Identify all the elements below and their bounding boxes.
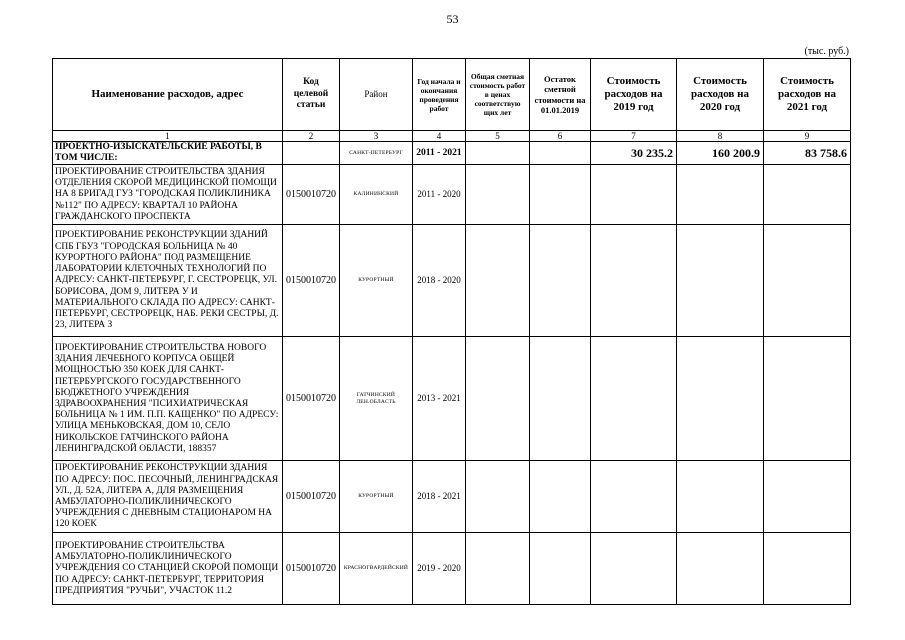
row-total-cost bbox=[466, 225, 530, 337]
row-cost-2020 bbox=[677, 225, 764, 337]
column-number: 8 bbox=[677, 131, 764, 142]
row-period: 2011 - 2020 bbox=[413, 165, 466, 225]
row-cost-2021: 83 758.6 bbox=[764, 142, 851, 165]
row-name: ПРОЕКТИРОВАНИЕ РЕКОНСТРУКЦИИ ЗДАНИЙ СПБ ГБУЗ "ГОРОДСКАЯ БОЛЬНИЦА № 40 КУРОРТНОГО РАЙОНА" ПОД РАЗМЕЩЕНИЕ ЛАБОРАТОРИИ КЛЕТОЧНЫХ ТЕХНОЛОГИЙ ПО АДРЕСУ: САНКТ-ПЕТЕРБУРГ, Г. СЕСТРОРЕЦК, УЛ. БОРИСОВА, ДОМ 9, ЛИТЕРА У И МАТЕРИАЛЬНОГО СКЛАДА ПО АДРЕСУ: САНКТ-ПЕТЕРБУРГ, СЕСТРОРЕЦК, НАБ. РЕКИ СЕСТРЫ, Д. 23, ЛИТЕРА З bbox=[53, 225, 283, 337]
column-number: 9 bbox=[764, 131, 851, 142]
row-code: 0150010720 bbox=[283, 533, 340, 605]
row-name: ПРОЕКТИРОВАНИЕ РЕКОНСТРУКЦИИ ЗДАНИЯ ПО АДРЕСУ: ПОС. ПЕСОЧНЫЙ, ЛЕНИНГРАДСКАЯ УЛ., Д. 52А, ЛИТЕРА А, ДЛЯ РАЗМЕЩЕНИЯ АМБУЛАТОРНО-ПОЛИКЛИНИЧЕСКОГО УЧРЕЖДЕНИЯ С ДНЕВНЫМ СТАЦИОНАРОМ НА 120 КОЕК bbox=[53, 461, 283, 533]
row-name: ПРОЕКТИРОВАНИЕ СТРОИТЕЛЬСТВА АМБУЛАТОРНО-ПОЛИКЛИНИЧЕСКОГО УЧРЕЖДЕНИЯ СО СТАНЦИЕЙ СКОРОЙ ПОМОЩИ ПО АДРЕСУ: САНКТ-ПЕТЕРБУРГ, ТЕРРИТОРИЯ ПРЕДПРИЯТИЯ "РУЧЬИ", УЧАСТОК 11.2 bbox=[53, 533, 283, 605]
row-remaining bbox=[530, 165, 591, 225]
row-region: ГАТЧИНСКИЙ ЛЕН.ОБЛАСТЬ bbox=[340, 337, 413, 461]
row-region: КАЛИНИНСКИЙ bbox=[340, 165, 413, 225]
row-total-cost bbox=[466, 533, 530, 605]
row-code: 0150010720 bbox=[283, 165, 340, 225]
header-name: Наименование расходов, адрес bbox=[53, 59, 283, 131]
row-cost-2020 bbox=[677, 461, 764, 533]
column-number: 2 bbox=[283, 131, 340, 142]
header-cost-2019: Стоимость расходов на 2019 год bbox=[591, 59, 677, 131]
header-period: Год начала и окончания проведения работ bbox=[413, 59, 466, 131]
header-code: Код целевой статьи bbox=[283, 59, 340, 131]
row-name: ПРОЕКТИРОВАНИЕ СТРОИТЕЛЬСТВА НОВОГО ЗДАНИЯ ЛЕЧЕБНОГО КОРПУСА ОБЩЕЙ МОЩНОСТЬЮ 350 КОЕК ДЛЯ САНКТ-ПЕТЕРБУРГСКОГО ГОСУДАРСТВЕННОГО БЮДЖЕТНОГО УЧРЕЖДЕНИЯ ЗДРАВООХРАНЕНИЯ "ПСИХИАТРИЧЕСКАЯ БОЛЬНИЦА № 1 ИМ. П.П. КАЩЕНКО" ПО АДРЕСУ: УЛИЦА МЕНЬКОВСКАЯ, ДОМ 10, СЕЛО НИКОЛЬСКОЕ ГАТЧИНСКОГО РАЙОНА ЛЕНИНГРАДСКОЙ ОБЛАСТИ, 188357 bbox=[53, 337, 283, 461]
header-remaining: Остаток сметной стоимости на 01.01.2019 bbox=[530, 59, 591, 131]
row-cost-2020 bbox=[677, 337, 764, 461]
row-period: 2018 - 2020 bbox=[413, 225, 466, 337]
column-number: 6 bbox=[530, 131, 591, 142]
row-region: КРАСНОГВАРДЕЙСКИЙ bbox=[340, 533, 413, 605]
table-row bbox=[53, 165, 851, 225]
row-code: 0150010720 bbox=[283, 225, 340, 337]
row-cost-2019 bbox=[591, 337, 677, 461]
row-region: САНКТ-ПЕТЕРБУРГ bbox=[340, 142, 413, 165]
row-total-cost bbox=[466, 461, 530, 533]
row-cost-2021 bbox=[764, 165, 851, 225]
header-cost-2021: Стоимость расходов на 2021 год bbox=[764, 59, 851, 131]
column-number: 7 bbox=[591, 131, 677, 142]
row-cost-2020: 160 200.9 bbox=[677, 142, 764, 165]
row-cost-2020 bbox=[677, 165, 764, 225]
row-cost-2021 bbox=[764, 337, 851, 461]
table-row bbox=[53, 225, 851, 337]
row-cost-2021 bbox=[764, 533, 851, 605]
row-code bbox=[283, 142, 340, 165]
row-total-cost bbox=[466, 337, 530, 461]
row-remaining bbox=[530, 225, 591, 337]
column-number: 4 bbox=[413, 131, 466, 142]
row-cost-2019: 30 235.2 bbox=[591, 142, 677, 165]
column-number: 5 bbox=[466, 131, 530, 142]
table-row bbox=[53, 461, 851, 533]
row-period: 2019 - 2020 bbox=[413, 533, 466, 605]
row-remaining bbox=[530, 533, 591, 605]
row-cost-2019 bbox=[591, 165, 677, 225]
row-cost-2019 bbox=[591, 225, 677, 337]
column-number-row bbox=[53, 131, 851, 142]
column-number: 3 bbox=[340, 131, 413, 142]
row-code: 0150010720 bbox=[283, 337, 340, 461]
units-label: (тыс. руб.) bbox=[804, 46, 849, 57]
budget-table bbox=[52, 58, 851, 605]
row-name: ПРОЕКТИРОВАНИЕ СТРОИТЕЛЬСТВА ЗДАНИЯ ОТДЕЛЕНИЯ СКОРОЙ МЕДИЦИНСКОЙ ПОМОЩИ НА 8 БРИГАД ГУЗ "ГОРОДСКАЯ ПОЛИКЛИНИКА №112" ПО АДРЕСУ: КВАРТАЛ 10 РАЙОНА ГРАЖДАНСКОГО ПРОСПЕКТА bbox=[53, 165, 283, 225]
row-region: КУРОРТНЫЙ bbox=[340, 225, 413, 337]
row-period: 2018 - 2021 bbox=[413, 461, 466, 533]
header-row bbox=[53, 59, 851, 131]
header-total-cost: Общая сметная стоимость работ в ценах соответствую щих лет bbox=[466, 59, 530, 131]
table-row bbox=[53, 337, 851, 461]
header-cost-2020: Стоимость расходов на 2020 год bbox=[677, 59, 764, 131]
row-total-cost bbox=[466, 142, 530, 165]
row-cost-2020 bbox=[677, 533, 764, 605]
row-cost-2021 bbox=[764, 225, 851, 337]
row-remaining bbox=[530, 337, 591, 461]
page-number: 53 bbox=[446, 12, 459, 26]
row-period: 2011 - 2021 bbox=[413, 142, 466, 165]
row-remaining bbox=[530, 142, 591, 165]
row-remaining bbox=[530, 461, 591, 533]
row-cost-2019 bbox=[591, 533, 677, 605]
table-row bbox=[53, 533, 851, 605]
row-cost-2019 bbox=[591, 461, 677, 533]
row-cost-2021 bbox=[764, 461, 851, 533]
row-name: ПРОЕКТНО-ИЗЫСКАТЕЛЬСКИЕ РАБОТЫ, В ТОМ ЧИСЛЕ: bbox=[53, 142, 283, 165]
row-total-cost bbox=[466, 165, 530, 225]
column-number: 1 bbox=[53, 131, 283, 142]
row-region: КУРОРТНЫЙ bbox=[340, 461, 413, 533]
header-region: Район bbox=[340, 59, 413, 131]
row-period: 2013 - 2021 bbox=[413, 337, 466, 461]
table-row-total bbox=[53, 142, 851, 165]
row-code: 0150010720 bbox=[283, 461, 340, 533]
